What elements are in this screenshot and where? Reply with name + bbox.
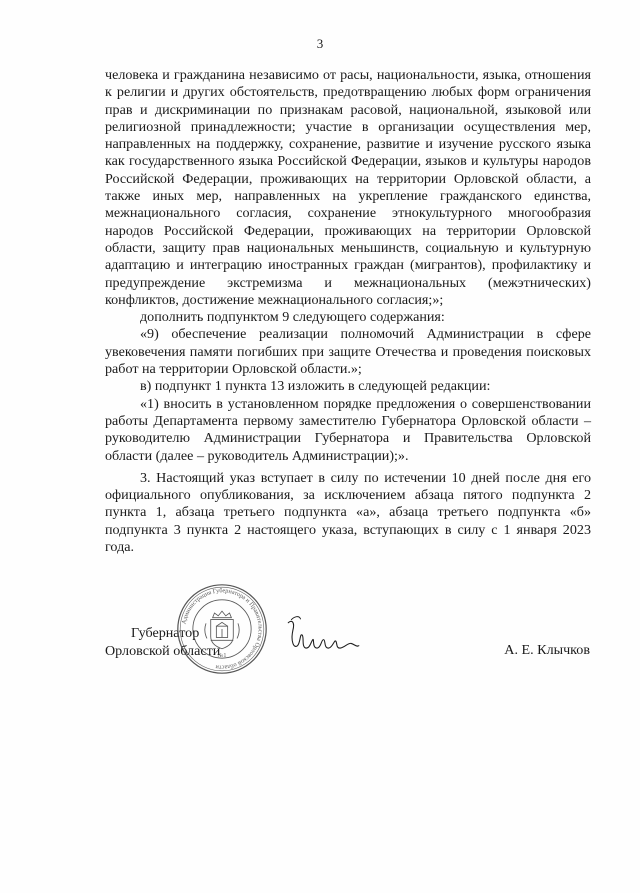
- paragraph-subpoint-9: «9) обеспечение реализации полномочий Администрации в сфере увековечения памяти погибших при защите Отечества и проведения поисковых работ на территории Орловской области.»;: [105, 326, 591, 378]
- svg-text:№1: №1: [217, 653, 227, 660]
- handwritten-signature: [283, 612, 361, 658]
- paragraph-point-3: 3. Настоящий указ вступает в силу по истечении 10 дней после дня его официального опубликования, за исключением абзаца пятого подпункта 2 пункта 1, абзаца третьего подпункта «а», абзаца третьего подпункта «б» подпункта 3 пункта 2 настоящего указа, вступающих в силу с 1 января 2023 года.: [105, 469, 591, 556]
- page-number: 3: [316, 36, 324, 51]
- svg-text:Администрация Губернатора и Пр: Администрация Губернатора и Правительства Орловской области: [180, 587, 264, 671]
- paragraph-subpoint-1: «1) вносить в установленном порядке предложения о совершенствовании работы Департамента первому заместителю Губернатора Орловской области – руководителю Администрации Губернатора и Правительства Орловской области (далее – руководитель Администрации);».: [105, 395, 591, 464]
- official-seal-stamp: [175, 582, 269, 676]
- document-body: [105, 67, 591, 556]
- coat-of-arms-icon: [205, 611, 239, 649]
- paragraph-item-v: в) подпункт 1 пункта 13 изложить в следующей редакции:: [140, 378, 491, 395]
- signatory-title-line-1: Губернатор: [131, 625, 200, 641]
- paragraph-continuation: человека и гражданина независимо от расы, национальности, языка, отношения к религии и других обстоятельств, предотвращению любых форм ограничения прав и дискриминации по признакам расовой, национальной, языковой или религиозной принадлежности; участие в организации осуществления мер, направленных на поддержку, сохранение, развитие и изучение русского языка как государственного языка Российской Федерации, языков и культуры народов Российской Федерации, проживающих на территории Орловской области, а также иных мер, направленных на укрепление гражданского единства, межнационального согласия, сохранение этнокультурного многообразия народов Российской Федерации, проживающих на территории Орловской области, защиту прав национальных меньшинств, социальную и культурную адаптацию и интеграцию иностранных граждан (мигрантов), профилактику и предупреждение экстремизма и межнациональных (межэтнических) конфликтов, достижение межнационального согласия;»;: [105, 67, 591, 308]
- signatory-title-line-2: Орловской области: [105, 643, 221, 659]
- signatory-name: А. Е. Клычков: [504, 642, 590, 658]
- paragraph-addition-intro: дополнить подпунктом 9 следующего содержания:: [140, 309, 445, 326]
